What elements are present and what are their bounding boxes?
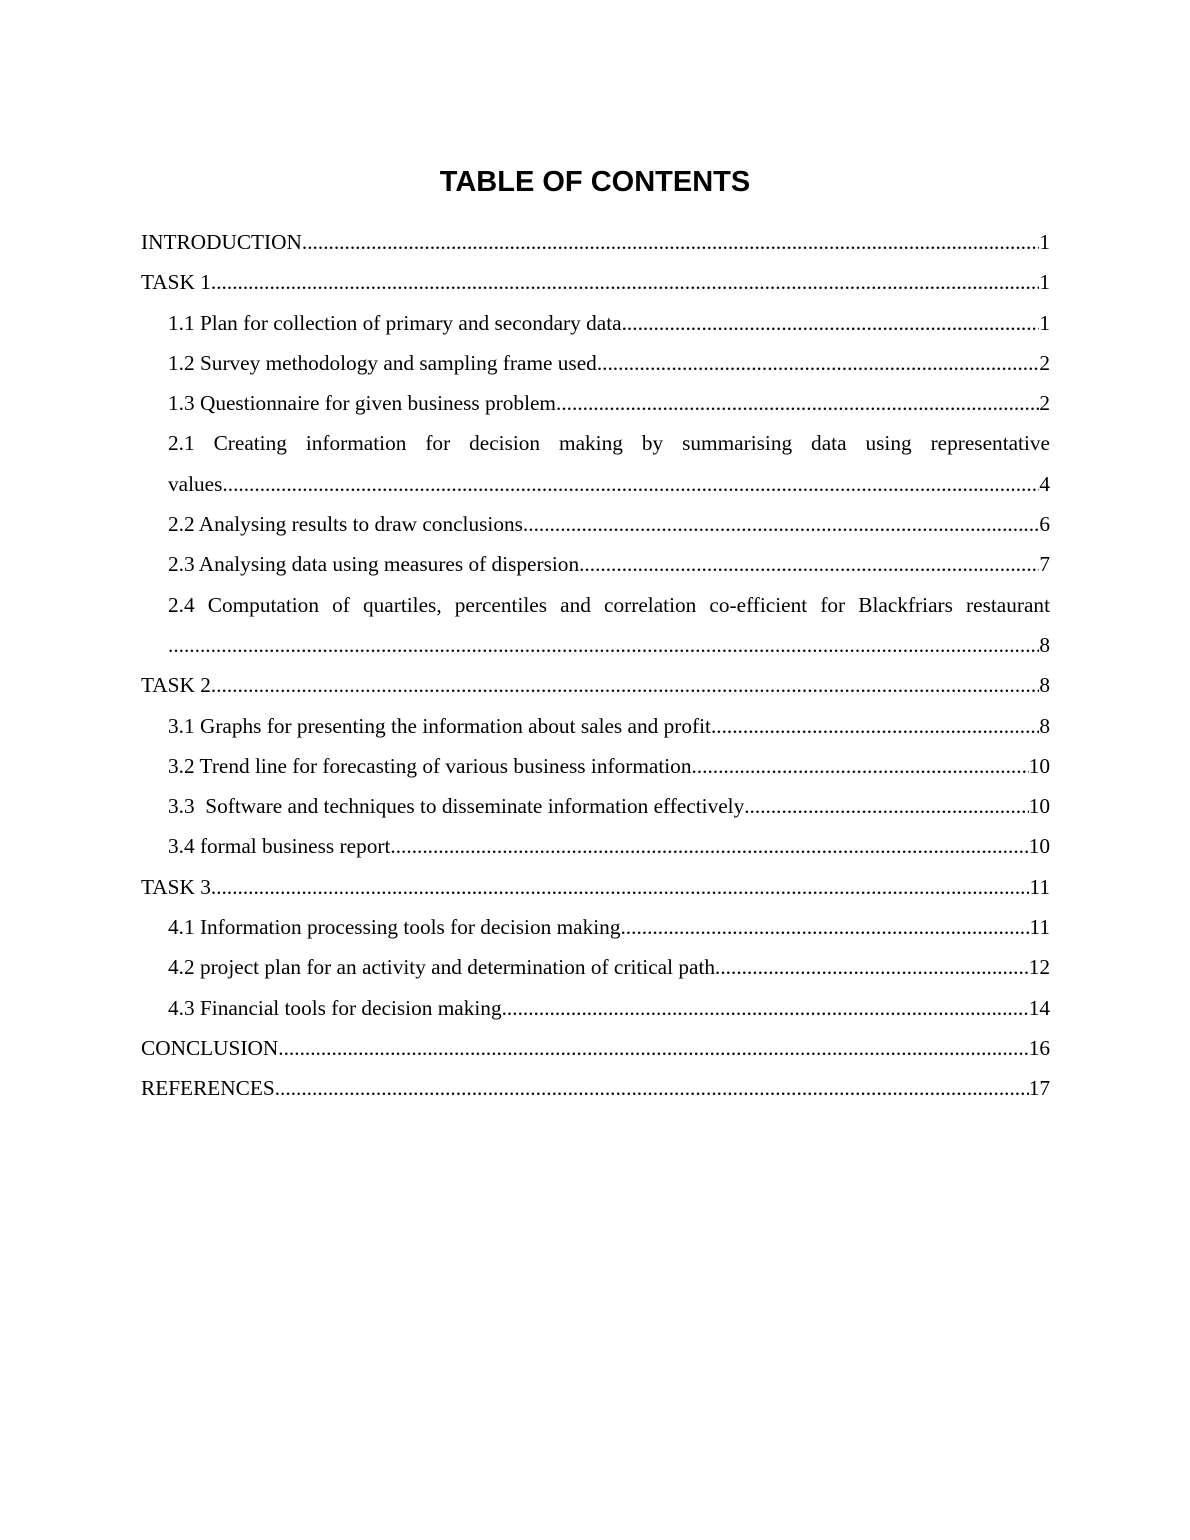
dot-leader bbox=[211, 665, 1039, 705]
toc-entry-references[interactable] bbox=[141, 1068, 1050, 1108]
toc-entry-4-1[interactable] bbox=[141, 907, 1050, 947]
dot-leader bbox=[597, 343, 1040, 383]
toc-entry-page: 1 bbox=[1039, 270, 1050, 295]
toc-entry-2-3[interactable] bbox=[141, 544, 1050, 584]
toc-entry-1-2[interactable] bbox=[141, 343, 1050, 383]
toc-entry-3-2[interactable] bbox=[141, 746, 1050, 786]
dot-leader bbox=[211, 867, 1030, 907]
toc-entry-3-1[interactable] bbox=[141, 706, 1050, 746]
toc-entry-text: CONCLUSION bbox=[141, 1035, 279, 1060]
toc-entry-page: 1 bbox=[1039, 230, 1050, 254]
toc-entry-page: 11 bbox=[1029, 915, 1050, 940]
dot-leader bbox=[556, 383, 1039, 423]
toc-entry-page: 11 bbox=[1029, 874, 1050, 899]
toc-entry-page: 4 bbox=[1039, 471, 1050, 496]
toc-entry-4-2[interactable] bbox=[141, 947, 1050, 987]
toc-entry-page: 6 bbox=[1039, 512, 1050, 537]
toc-entry-text: 2.2 Analysing results to draw conclusions bbox=[168, 512, 523, 537]
toc-entry-text: 2.3 Analysing data using measures of dispersion bbox=[168, 552, 580, 577]
toc-entry-text: 4.3 Financial tools for decision making bbox=[168, 995, 502, 1020]
toc-entry-text: TASK 1 bbox=[141, 270, 211, 295]
dot-leader bbox=[168, 625, 1039, 665]
dot-leader bbox=[691, 746, 1028, 786]
toc-entry-page: 8 bbox=[1039, 673, 1050, 698]
dot-leader bbox=[302, 222, 1039, 262]
toc-entry-page: 14 bbox=[1028, 995, 1050, 1020]
toc-list bbox=[141, 222, 1050, 1109]
dot-leader bbox=[579, 544, 1039, 584]
toc-entry-2-2[interactable] bbox=[141, 504, 1050, 544]
toc-entry-3-3[interactable] bbox=[141, 786, 1050, 826]
toc-entry-text-line-2: values bbox=[168, 471, 223, 496]
toc-entry-text: 4.1 Information processing tools for decision making bbox=[168, 915, 621, 940]
toc-entry-page: 10 bbox=[1028, 834, 1050, 859]
dot-leader bbox=[278, 1028, 1028, 1068]
toc-entry-page: 17 bbox=[1028, 1076, 1050, 1101]
dot-leader bbox=[222, 464, 1039, 504]
toc-entry-text: 3.3 Software and techniques to disseminate information effectively bbox=[168, 794, 745, 819]
toc-entry-page: 7 bbox=[1039, 552, 1050, 577]
toc-entry-page: 1 bbox=[1039, 310, 1050, 335]
toc-entry-text: INTRODUCTION bbox=[141, 230, 302, 254]
dot-leader bbox=[390, 826, 1028, 866]
toc-entry-text: 3.2 Trend line for forecasting of various business information bbox=[168, 753, 692, 778]
toc-title: TABLE OF CONTENTS bbox=[439, 166, 751, 198]
dot-leader bbox=[620, 907, 1029, 947]
toc-entry-page: 10 bbox=[1028, 794, 1050, 819]
dot-leader bbox=[211, 262, 1039, 302]
toc-entry-task-1[interactable] bbox=[141, 262, 1050, 302]
toc-entry-task-3[interactable] bbox=[141, 867, 1050, 907]
toc-entry-page: 12 bbox=[1028, 955, 1050, 980]
toc-entry-page: 8 bbox=[1039, 713, 1050, 738]
toc-entry-text: 3.1 Graphs for presenting the information about sales and profit bbox=[168, 713, 711, 738]
toc-entry-page: 2 bbox=[1039, 391, 1050, 416]
toc-entry-page: 10 bbox=[1028, 753, 1050, 778]
dot-leader bbox=[744, 786, 1028, 826]
toc-entry-2-1[interactable] bbox=[141, 423, 1050, 504]
toc-entry-3-4[interactable] bbox=[141, 826, 1050, 866]
toc-entry-text: 1.3 Questionnaire for given business problem bbox=[168, 391, 557, 416]
toc-entry-text: 1.2 Survey methodology and sampling frame used bbox=[168, 350, 597, 375]
toc-entry-page: 2 bbox=[1039, 350, 1050, 375]
toc-entry-text-line-1: 2.1 Creating information for decision making by summarising data using representative bbox=[168, 431, 1050, 456]
toc-entry-text: TASK 2 bbox=[141, 673, 211, 698]
toc-entry-conclusion[interactable] bbox=[141, 1028, 1050, 1068]
dot-leader bbox=[523, 504, 1039, 544]
toc-entry-4-3[interactable] bbox=[141, 988, 1050, 1028]
dot-leader bbox=[275, 1068, 1029, 1108]
toc-entry-introduction[interactable] bbox=[141, 222, 1050, 262]
toc-entry-1-3[interactable] bbox=[141, 383, 1050, 423]
toc-entry-text: REFERENCES bbox=[141, 1076, 275, 1101]
dot-leader bbox=[622, 303, 1040, 343]
toc-entry-text: TASK 3 bbox=[141, 874, 211, 899]
dot-leader bbox=[502, 988, 1029, 1028]
toc-entry-task-2[interactable] bbox=[141, 665, 1050, 705]
toc-entry-text-line-1: 2.4 Computation of quartiles, percentiles and correlation co-efficient for Blackfriars restaurant bbox=[168, 592, 1050, 617]
toc-entry-text: 4.2 project plan for an activity and determination of critical path bbox=[168, 955, 716, 980]
toc-entry-text: 3.4 formal business report bbox=[168, 834, 391, 859]
toc-entry-2-4[interactable] bbox=[141, 585, 1050, 666]
toc-entry-text: 1.1 Plan for collection of primary and secondary data bbox=[168, 310, 622, 335]
toc-entry-page: 16 bbox=[1028, 1035, 1050, 1060]
toc-entry-1-1[interactable] bbox=[141, 303, 1050, 343]
toc-entry-page: 8 bbox=[1039, 632, 1050, 657]
dot-leader bbox=[715, 947, 1029, 987]
dot-leader bbox=[711, 706, 1039, 746]
